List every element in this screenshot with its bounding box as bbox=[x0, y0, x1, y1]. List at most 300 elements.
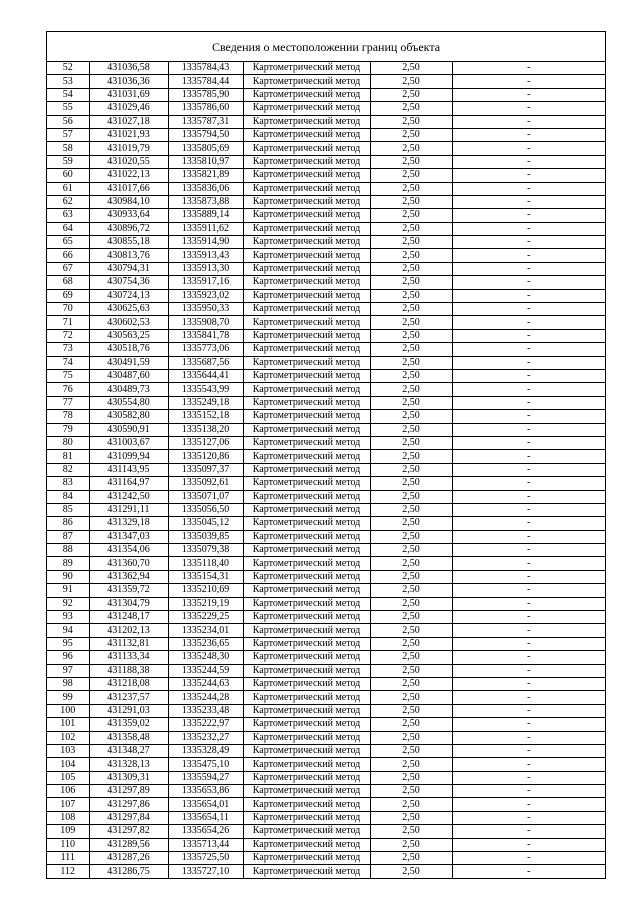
note-cell: - bbox=[452, 811, 605, 824]
accuracy-cell: 2,50 bbox=[370, 316, 452, 329]
x-coordinate-cell: 431248,17 bbox=[89, 611, 168, 624]
method-cell: Картометрический метод bbox=[243, 450, 370, 463]
x-coordinate-cell: 430563,25 bbox=[89, 329, 168, 342]
point-number-cell: 112 bbox=[47, 865, 89, 878]
y-coordinate-cell: 1335079,38 bbox=[168, 544, 243, 557]
method-cell: Картометрический метод bbox=[243, 597, 370, 610]
y-coordinate-cell: 1335236,65 bbox=[168, 637, 243, 650]
accuracy-cell: 2,50 bbox=[370, 102, 452, 115]
x-coordinate-cell: 430794,31 bbox=[89, 262, 168, 275]
point-number-cell: 55 bbox=[47, 102, 89, 115]
y-coordinate-cell: 1335232,27 bbox=[168, 731, 243, 744]
table-row bbox=[47, 463, 605, 476]
method-cell: Картометрический метод bbox=[243, 704, 370, 717]
x-coordinate-cell: 431036,36 bbox=[89, 75, 168, 88]
x-coordinate-cell: 430489,73 bbox=[89, 383, 168, 396]
point-number-cell: 111 bbox=[47, 852, 89, 865]
point-number-cell: 56 bbox=[47, 115, 89, 128]
point-number-cell: 60 bbox=[47, 169, 89, 182]
point-number-cell: 107 bbox=[47, 798, 89, 811]
point-number-cell: 74 bbox=[47, 356, 89, 369]
table-title: Сведения о местоположении границ объекта bbox=[47, 32, 605, 62]
table-row bbox=[47, 289, 605, 302]
x-coordinate-cell: 430625,63 bbox=[89, 303, 168, 316]
y-coordinate-cell: 1335244,59 bbox=[168, 664, 243, 677]
table-row bbox=[47, 557, 605, 570]
y-coordinate-cell: 1335249,18 bbox=[168, 396, 243, 409]
accuracy-cell: 2,50 bbox=[370, 396, 452, 409]
note-cell: - bbox=[452, 771, 605, 784]
method-cell: Картометрический метод bbox=[243, 570, 370, 583]
point-number-cell: 63 bbox=[47, 209, 89, 222]
point-number-cell: 65 bbox=[47, 236, 89, 249]
x-coordinate-cell: 430813,76 bbox=[89, 249, 168, 262]
accuracy-cell: 2,50 bbox=[370, 262, 452, 275]
x-coordinate-cell: 430518,76 bbox=[89, 343, 168, 356]
accuracy-cell: 2,50 bbox=[370, 155, 452, 168]
table-row bbox=[47, 316, 605, 329]
point-number-cell: 92 bbox=[47, 597, 89, 610]
accuracy-cell: 2,50 bbox=[370, 490, 452, 503]
note-cell: - bbox=[452, 316, 605, 329]
note-cell: - bbox=[452, 677, 605, 690]
accuracy-cell: 2,50 bbox=[370, 718, 452, 731]
point-number-cell: 73 bbox=[47, 343, 89, 356]
note-cell: - bbox=[452, 490, 605, 503]
note-cell: - bbox=[452, 396, 605, 409]
accuracy-cell: 2,50 bbox=[370, 276, 452, 289]
point-number-cell: 81 bbox=[47, 450, 89, 463]
method-cell: Картометрический метод bbox=[243, 677, 370, 690]
table-row bbox=[47, 624, 605, 637]
y-coordinate-cell: 1335045,12 bbox=[168, 517, 243, 530]
y-coordinate-cell: 1335653,86 bbox=[168, 785, 243, 798]
method-cell: Картометрический метод bbox=[243, 664, 370, 677]
table-row bbox=[47, 75, 605, 88]
coordinates-table bbox=[47, 62, 605, 878]
accuracy-cell: 2,50 bbox=[370, 744, 452, 757]
point-number-cell: 90 bbox=[47, 570, 89, 583]
method-cell: Картометрический метод bbox=[243, 396, 370, 409]
note-cell: - bbox=[452, 262, 605, 275]
table-row bbox=[47, 276, 605, 289]
accuracy-cell: 2,50 bbox=[370, 115, 452, 128]
x-coordinate-cell: 431358,48 bbox=[89, 731, 168, 744]
y-coordinate-cell: 1335229,25 bbox=[168, 611, 243, 624]
method-cell: Картометрический метод bbox=[243, 102, 370, 115]
accuracy-cell: 2,50 bbox=[370, 530, 452, 543]
accuracy-cell: 2,50 bbox=[370, 329, 452, 342]
point-number-cell: 57 bbox=[47, 128, 89, 141]
x-coordinate-cell: 431031,69 bbox=[89, 88, 168, 101]
note-cell: - bbox=[452, 463, 605, 476]
note-cell: - bbox=[452, 544, 605, 557]
note-cell: - bbox=[452, 436, 605, 449]
note-cell: - bbox=[452, 825, 605, 838]
point-number-cell: 98 bbox=[47, 677, 89, 690]
table-row bbox=[47, 182, 605, 195]
note-cell: - bbox=[452, 718, 605, 731]
table-row bbox=[47, 343, 605, 356]
point-number-cell: 96 bbox=[47, 651, 89, 664]
y-coordinate-cell: 1335039,85 bbox=[168, 530, 243, 543]
accuracy-cell: 2,50 bbox=[370, 664, 452, 677]
y-coordinate-cell: 1335210,69 bbox=[168, 584, 243, 597]
y-coordinate-cell: 1335923,02 bbox=[168, 289, 243, 302]
y-coordinate-cell: 1335118,40 bbox=[168, 557, 243, 570]
point-number-cell: 104 bbox=[47, 758, 89, 771]
table-row bbox=[47, 570, 605, 583]
y-coordinate-cell: 1335787,31 bbox=[168, 115, 243, 128]
note-cell: - bbox=[452, 798, 605, 811]
y-coordinate-cell: 1335889,14 bbox=[168, 209, 243, 222]
x-coordinate-cell: 431036,58 bbox=[89, 62, 168, 75]
method-cell: Картометрический метод bbox=[243, 262, 370, 275]
accuracy-cell: 2,50 bbox=[370, 865, 452, 878]
method-cell: Картометрический метод bbox=[243, 865, 370, 878]
accuracy-cell: 2,50 bbox=[370, 209, 452, 222]
y-coordinate-cell: 1335138,20 bbox=[168, 423, 243, 436]
table-row bbox=[47, 865, 605, 878]
accuracy-cell: 2,50 bbox=[370, 825, 452, 838]
y-coordinate-cell: 1335097,37 bbox=[168, 463, 243, 476]
x-coordinate-cell: 431297,82 bbox=[89, 825, 168, 838]
y-coordinate-cell: 1335219,19 bbox=[168, 597, 243, 610]
table-row bbox=[47, 169, 605, 182]
note-cell: - bbox=[452, 664, 605, 677]
table-row bbox=[47, 517, 605, 530]
note-cell: - bbox=[452, 651, 605, 664]
point-number-cell: 101 bbox=[47, 718, 89, 731]
x-coordinate-cell: 431329,18 bbox=[89, 517, 168, 530]
note-cell: - bbox=[452, 410, 605, 423]
method-cell: Картометрический метод bbox=[243, 249, 370, 262]
table-row bbox=[47, 651, 605, 664]
point-number-cell: 52 bbox=[47, 62, 89, 75]
table-row bbox=[47, 490, 605, 503]
table-row bbox=[47, 410, 605, 423]
method-cell: Картометрический метод bbox=[243, 477, 370, 490]
point-number-cell: 89 bbox=[47, 557, 89, 570]
note-cell: - bbox=[452, 142, 605, 155]
x-coordinate-cell: 431360,70 bbox=[89, 557, 168, 570]
table-row bbox=[47, 785, 605, 798]
x-coordinate-cell: 431132,81 bbox=[89, 637, 168, 650]
x-coordinate-cell: 431362,94 bbox=[89, 570, 168, 583]
note-cell: - bbox=[452, 182, 605, 195]
table-row bbox=[47, 88, 605, 101]
x-coordinate-cell: 431287,26 bbox=[89, 852, 168, 865]
y-coordinate-cell: 1335248,30 bbox=[168, 651, 243, 664]
point-number-cell: 70 bbox=[47, 303, 89, 316]
y-coordinate-cell: 1335785,90 bbox=[168, 88, 243, 101]
method-cell: Картометрический метод bbox=[243, 852, 370, 865]
point-number-cell: 99 bbox=[47, 691, 89, 704]
table-row bbox=[47, 356, 605, 369]
table-row bbox=[47, 303, 605, 316]
method-cell: Картометрический метод bbox=[243, 115, 370, 128]
method-cell: Картометрический метод bbox=[243, 410, 370, 423]
note-cell: - bbox=[527, 865, 531, 877]
accuracy-cell: 2,50 bbox=[370, 410, 452, 423]
note-cell: - bbox=[452, 597, 605, 610]
method-cell: Картометрический метод bbox=[243, 611, 370, 624]
method-cell: Картометрический метод bbox=[243, 369, 370, 382]
x-coordinate-cell: 431309,31 bbox=[89, 771, 168, 784]
x-coordinate-cell: 431297,86 bbox=[89, 798, 168, 811]
x-coordinate-cell: 431348,27 bbox=[89, 744, 168, 757]
y-coordinate-cell: 1335913,30 bbox=[168, 262, 243, 275]
y-coordinate-cell: 1335911,62 bbox=[168, 222, 243, 235]
x-coordinate-cell: 431359,72 bbox=[89, 584, 168, 597]
x-coordinate-cell: 431003,67 bbox=[89, 436, 168, 449]
method-cell: Картометрический метод bbox=[243, 530, 370, 543]
accuracy-cell: 2,50 bbox=[370, 570, 452, 583]
method-cell: Картометрический метод bbox=[243, 825, 370, 838]
accuracy-cell: 2,50 bbox=[370, 88, 452, 101]
method-cell: Картометрический метод bbox=[243, 557, 370, 570]
note-cell: - bbox=[452, 102, 605, 115]
point-number-cell: 78 bbox=[47, 410, 89, 423]
accuracy-cell: 2,50 bbox=[370, 637, 452, 650]
point-number-cell: 79 bbox=[47, 423, 89, 436]
y-coordinate-cell: 1335475,10 bbox=[168, 758, 243, 771]
point-number-cell: 83 bbox=[47, 477, 89, 490]
x-coordinate-cell: 431019,79 bbox=[89, 142, 168, 155]
table-row bbox=[47, 62, 605, 75]
note-cell: - bbox=[452, 369, 605, 382]
method-cell: Картометрический метод bbox=[243, 838, 370, 851]
y-coordinate-cell: 1335056,50 bbox=[168, 503, 243, 516]
x-coordinate-cell: 430896,72 bbox=[89, 222, 168, 235]
method-cell: Картометрический метод bbox=[243, 303, 370, 316]
point-number-cell: 102 bbox=[47, 731, 89, 744]
point-number-cell: 95 bbox=[47, 637, 89, 650]
table-row bbox=[47, 142, 605, 155]
y-coordinate-cell: 1335234,01 bbox=[168, 624, 243, 637]
note-cell: - bbox=[452, 477, 605, 490]
point-number-cell: 71 bbox=[47, 316, 89, 329]
y-coordinate-cell: 1335654,11 bbox=[168, 811, 243, 824]
y-coordinate-cell: 1335725,50 bbox=[168, 852, 243, 865]
point-number-cell: 80 bbox=[47, 436, 89, 449]
point-number-cell: 72 bbox=[47, 329, 89, 342]
note-cell: - bbox=[452, 236, 605, 249]
method-cell: Картометрический метод bbox=[243, 423, 370, 436]
table-row bbox=[47, 236, 605, 249]
accuracy-cell: 2,50 bbox=[370, 142, 452, 155]
method-cell: Картометрический метод bbox=[243, 758, 370, 771]
method-cell: Картометрический метод bbox=[243, 584, 370, 597]
x-coordinate-cell: 431133,34 bbox=[89, 651, 168, 664]
note-cell: - bbox=[452, 584, 605, 597]
accuracy-cell: 2,50 bbox=[370, 169, 452, 182]
accuracy-cell: 2,50 bbox=[370, 195, 452, 208]
point-number-cell: 75 bbox=[47, 369, 89, 382]
y-coordinate-cell: 1335805,69 bbox=[168, 142, 243, 155]
method-cell: Картометрический метод bbox=[243, 637, 370, 650]
x-coordinate-cell: 430602,53 bbox=[89, 316, 168, 329]
boundary-table-frame bbox=[46, 31, 606, 879]
note-cell: - bbox=[452, 517, 605, 530]
table-row bbox=[47, 691, 605, 704]
method-cell: Картометрический метод bbox=[243, 329, 370, 342]
method-cell: Картометрический метод bbox=[243, 651, 370, 664]
accuracy-cell: 2,50 bbox=[370, 544, 452, 557]
note-cell: - bbox=[452, 383, 605, 396]
y-coordinate-cell: 1335127,06 bbox=[168, 436, 243, 449]
x-coordinate-cell: 430984,10 bbox=[89, 195, 168, 208]
x-coordinate-cell: 431347,03 bbox=[89, 530, 168, 543]
accuracy-cell: 2,50 bbox=[370, 584, 452, 597]
y-coordinate-cell: 1335152,18 bbox=[168, 410, 243, 423]
table-row bbox=[47, 503, 605, 516]
x-coordinate-cell: 431286,75 bbox=[89, 865, 168, 878]
accuracy-cell: 2,50 bbox=[370, 343, 452, 356]
note-cell: - bbox=[452, 169, 605, 182]
table-row bbox=[47, 852, 605, 865]
point-number-cell: 110 bbox=[47, 838, 89, 851]
accuracy-cell: 2,50 bbox=[370, 611, 452, 624]
point-number-cell: 58 bbox=[47, 142, 89, 155]
table-row bbox=[47, 758, 605, 771]
x-coordinate-cell: 431328,13 bbox=[89, 758, 168, 771]
table-row bbox=[47, 597, 605, 610]
method-cell: Картометрический метод bbox=[243, 624, 370, 637]
accuracy-cell: 2,50 bbox=[370, 651, 452, 664]
y-coordinate-cell: 1335914,90 bbox=[168, 236, 243, 249]
accuracy-cell: 2,50 bbox=[370, 249, 452, 262]
method-cell: Картометрический метод bbox=[243, 155, 370, 168]
accuracy-cell: 2,50 bbox=[370, 517, 452, 530]
method-cell: Картометрический метод bbox=[243, 75, 370, 88]
table-row bbox=[47, 811, 605, 824]
y-coordinate-cell: 1335244,28 bbox=[168, 691, 243, 704]
x-coordinate-cell: 430554,80 bbox=[89, 396, 168, 409]
point-number-cell: 106 bbox=[47, 785, 89, 798]
x-coordinate-cell: 431304,79 bbox=[89, 597, 168, 610]
point-number-cell: 82 bbox=[47, 463, 89, 476]
accuracy-cell: 2,50 bbox=[370, 450, 452, 463]
x-coordinate-cell: 430754,36 bbox=[89, 276, 168, 289]
table-row bbox=[47, 584, 605, 597]
point-number-cell: 94 bbox=[47, 624, 89, 637]
table-row bbox=[47, 369, 605, 382]
y-coordinate-cell: 1335644,41 bbox=[168, 369, 243, 382]
note-cell: - bbox=[452, 758, 605, 771]
y-coordinate-cell: 1335233,48 bbox=[168, 704, 243, 717]
x-coordinate-cell: 431237,57 bbox=[89, 691, 168, 704]
method-cell: Картометрический метод bbox=[243, 195, 370, 208]
y-coordinate-cell: 1335821,89 bbox=[168, 169, 243, 182]
y-coordinate-cell: 1335784,43 bbox=[168, 62, 243, 75]
note-cell: - bbox=[452, 303, 605, 316]
accuracy-cell: 2,50 bbox=[370, 798, 452, 811]
note-cell: - bbox=[452, 503, 605, 516]
point-number-cell: 54 bbox=[47, 88, 89, 101]
table-row bbox=[47, 249, 605, 262]
point-number-cell: 86 bbox=[47, 517, 89, 530]
y-coordinate-cell: 1335092,61 bbox=[168, 477, 243, 490]
method-cell: Картометрический метод bbox=[243, 731, 370, 744]
note-cell: - bbox=[452, 115, 605, 128]
x-coordinate-cell: 431022,13 bbox=[89, 169, 168, 182]
y-coordinate-cell: 1335594,27 bbox=[168, 771, 243, 784]
accuracy-cell: 2,50 bbox=[370, 758, 452, 771]
point-number-cell: 64 bbox=[47, 222, 89, 235]
table-row bbox=[47, 436, 605, 449]
table-row bbox=[47, 664, 605, 677]
x-coordinate-cell: 430487,60 bbox=[89, 369, 168, 382]
x-coordinate-cell: 431188,38 bbox=[89, 664, 168, 677]
accuracy-cell: 2,50 bbox=[370, 356, 452, 369]
x-coordinate-cell: 431289,56 bbox=[89, 838, 168, 851]
accuracy-cell: 2,50 bbox=[370, 436, 452, 449]
note-cell: - bbox=[452, 289, 605, 302]
table-row bbox=[47, 838, 605, 851]
y-coordinate-cell: 1335773,06 bbox=[168, 343, 243, 356]
x-coordinate-cell: 431354,06 bbox=[89, 544, 168, 557]
point-number-cell: 108 bbox=[47, 811, 89, 824]
accuracy-cell: 2,50 bbox=[370, 182, 452, 195]
method-cell: Картометрический метод bbox=[243, 142, 370, 155]
accuracy-cell: 2,50 bbox=[370, 691, 452, 704]
method-cell: Картометрический метод bbox=[243, 169, 370, 182]
note-cell: - bbox=[452, 128, 605, 141]
accuracy-cell: 2,50 bbox=[370, 704, 452, 717]
table-row bbox=[47, 637, 605, 650]
x-coordinate-cell: 430724,13 bbox=[89, 289, 168, 302]
accuracy-cell: 2,50 bbox=[370, 477, 452, 490]
note-cell: - bbox=[452, 611, 605, 624]
note-cell: - bbox=[452, 785, 605, 798]
x-coordinate-cell: 431027,18 bbox=[89, 115, 168, 128]
method-cell: Картометрический метод bbox=[243, 463, 370, 476]
y-coordinate-cell: 1335727,10 bbox=[168, 865, 243, 878]
table-row bbox=[47, 718, 605, 731]
method-cell: Картометрический метод bbox=[243, 517, 370, 530]
point-number-cell: 77 bbox=[47, 396, 89, 409]
y-coordinate-cell: 1335687,56 bbox=[168, 356, 243, 369]
accuracy-cell: 2,50 bbox=[370, 677, 452, 690]
accuracy-cell: 2,50 bbox=[370, 811, 452, 824]
method-cell: Картометрический метод bbox=[243, 811, 370, 824]
note-cell: - bbox=[452, 209, 605, 222]
accuracy-cell: 2,50 bbox=[370, 222, 452, 235]
point-number-cell: 53 bbox=[47, 75, 89, 88]
note-cell: - bbox=[452, 155, 605, 168]
table-row bbox=[47, 825, 605, 838]
note-cell: - bbox=[452, 249, 605, 262]
accuracy-cell: 2,50 bbox=[370, 503, 452, 516]
point-number-cell: 109 bbox=[47, 825, 89, 838]
table-row bbox=[47, 423, 605, 436]
method-cell: Картометрический метод bbox=[243, 544, 370, 557]
point-number-cell: 67 bbox=[47, 262, 89, 275]
note-cell: - bbox=[452, 731, 605, 744]
y-coordinate-cell: 1335244,63 bbox=[168, 677, 243, 690]
y-coordinate-cell: 1335154,31 bbox=[168, 570, 243, 583]
table-row bbox=[47, 195, 605, 208]
table-row bbox=[47, 771, 605, 784]
note-cell: - bbox=[452, 62, 605, 75]
x-coordinate-cell: 431143,95 bbox=[89, 463, 168, 476]
method-cell: Картометрический метод bbox=[243, 383, 370, 396]
point-number-cell: 97 bbox=[47, 664, 89, 677]
accuracy-cell: 2,50 bbox=[370, 423, 452, 436]
point-number-cell: 59 bbox=[47, 155, 89, 168]
x-coordinate-cell: 431218,08 bbox=[89, 677, 168, 690]
